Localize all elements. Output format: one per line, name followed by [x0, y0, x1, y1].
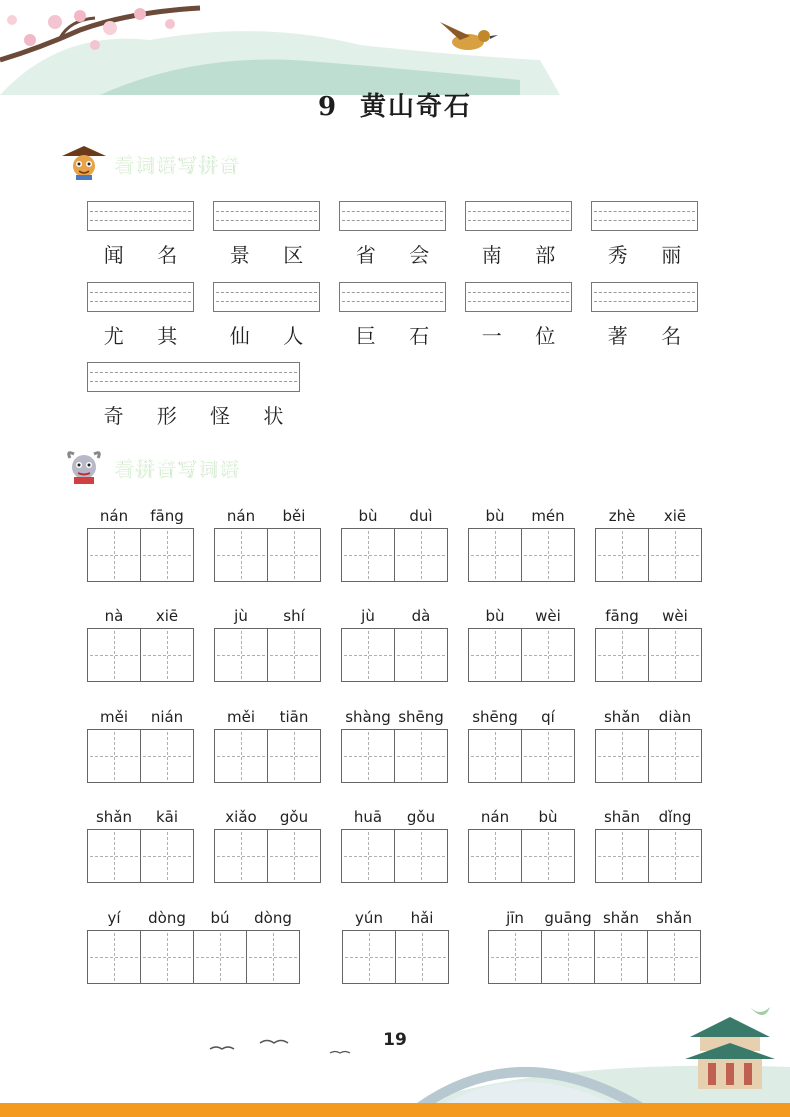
character-grid[interactable]: [214, 829, 321, 883]
pinyin-syllable: mén: [531, 507, 565, 525]
character-grid[interactable]: [468, 628, 575, 682]
character-grid[interactable]: [341, 528, 448, 582]
lesson-title: 黄山奇石: [360, 92, 473, 122]
grid-cell[interactable]: [395, 529, 447, 581]
grid-cell[interactable]: [215, 529, 268, 581]
pinyin-syllable: huā: [353, 808, 383, 826]
pinyin-syllable: nán: [480, 808, 510, 826]
grid-cell[interactable]: [649, 730, 701, 782]
pinyin-syllable: nián: [150, 708, 184, 726]
pinyin-syllable: bù: [538, 808, 558, 826]
character-grid[interactable]: [595, 829, 702, 883]
pinyin-syllable: yún: [355, 909, 383, 927]
footer-bar: [0, 1103, 790, 1117]
pinyin-syllable: zhè: [608, 507, 636, 525]
pinyin-syllable: jīn: [506, 909, 524, 927]
word-character: 名: [661, 324, 682, 348]
pinyin-syllable: fāng: [605, 607, 639, 625]
pinyin-syllable: qí: [541, 708, 555, 726]
grid-cell[interactable]: [489, 931, 542, 983]
section-heading-write-pinyin: [58, 146, 240, 180]
pinyin-answer-box[interactable]: [465, 282, 572, 312]
grid-cell[interactable]: [649, 529, 701, 581]
grid-cell[interactable]: [268, 730, 320, 782]
word-character: 部: [535, 243, 556, 267]
character-grid[interactable]: [87, 829, 194, 883]
character-grid[interactable]: [87, 628, 194, 682]
pinyin-syllable: shǎn: [602, 909, 640, 927]
grid-cell[interactable]: [596, 730, 649, 782]
grid-cell[interactable]: [194, 931, 247, 983]
pinyin-answer-box[interactable]: [213, 201, 320, 231]
mascot-icon: [58, 450, 110, 484]
word-character: 秀: [607, 243, 628, 267]
grid-cell[interactable]: [141, 629, 193, 681]
grid-cell[interactable]: [342, 730, 395, 782]
grid-cell[interactable]: [649, 830, 701, 882]
pinyin-syllable: bú: [210, 909, 230, 927]
pinyin-answer-box[interactable]: [213, 282, 320, 312]
pinyin-answer-box[interactable]: [87, 201, 194, 231]
pinyin-syllable: tiān: [279, 708, 309, 726]
grid-cell[interactable]: [268, 629, 320, 681]
pinyin-syllable: měi: [99, 708, 129, 726]
word-character: 省: [355, 243, 376, 267]
character-grid[interactable]: [595, 528, 702, 582]
character-grid[interactable]: [468, 729, 575, 783]
grid-cell[interactable]: [88, 931, 141, 983]
pinyin-answer-box[interactable]: [87, 282, 194, 312]
word-character: 闻: [103, 243, 124, 267]
word-character: 怪: [210, 404, 231, 428]
word-character: 著: [607, 324, 628, 348]
footer-decoration: [0, 997, 790, 1117]
grid-cell[interactable]: [342, 830, 395, 882]
character-grid[interactable]: [468, 829, 575, 883]
grid-cell[interactable]: [469, 629, 522, 681]
section-heading-label: 看词语写拼音: [114, 153, 241, 176]
word-character: 状: [263, 404, 284, 428]
word-character: 人: [283, 324, 304, 348]
grid-cell[interactable]: [396, 931, 448, 983]
grid-cell[interactable]: [215, 830, 268, 882]
pinyin-answer-box[interactable]: [591, 282, 698, 312]
grid-cell[interactable]: [88, 529, 141, 581]
pinyin-syllable: duì: [409, 507, 433, 525]
pinyin-syllable: kāi: [155, 808, 179, 826]
pavilion-icon: [685, 1017, 775, 1089]
pinyin-syllable: wèi: [535, 607, 561, 625]
grid-cell[interactable]: [268, 830, 320, 882]
word-character: 丽: [661, 243, 682, 267]
character-grid[interactable]: [595, 729, 702, 783]
word-character: 会: [409, 243, 430, 267]
grid-cell[interactable]: [215, 629, 268, 681]
pinyin-syllable: shǎn: [655, 909, 693, 927]
character-grid[interactable]: [214, 628, 321, 682]
grid-cell[interactable]: [649, 629, 701, 681]
grid-cell[interactable]: [522, 730, 574, 782]
grid-cell[interactable]: [268, 529, 320, 581]
word-character: 石: [409, 324, 430, 348]
grid-cell[interactable]: [522, 529, 574, 581]
pinyin-syllable: hǎi: [410, 909, 434, 927]
page-number: 19: [383, 1030, 407, 1050]
grid-cell[interactable]: [596, 830, 649, 882]
grid-cell[interactable]: [215, 730, 268, 782]
grid-cell[interactable]: [88, 830, 141, 882]
word-character: 奇: [103, 404, 124, 428]
grid-cell[interactable]: [342, 629, 395, 681]
word-character: 位: [535, 324, 556, 348]
grid-cell[interactable]: [395, 730, 447, 782]
pinyin-syllable: dǐng: [658, 808, 692, 826]
pinyin-syllable: dà: [411, 607, 431, 625]
pinyin-syllable: yí: [107, 909, 121, 927]
grid-cell[interactable]: [522, 830, 574, 882]
grid-cell[interactable]: [595, 931, 648, 983]
pinyin-syllable: diàn: [658, 708, 692, 726]
grid-cell[interactable]: [88, 629, 141, 681]
bird-icon: [440, 22, 498, 50]
pinyin-syllable: nán: [226, 507, 256, 525]
pinyin-syllable: jù: [361, 607, 375, 625]
word-character: 名: [157, 243, 178, 267]
grid-cell[interactable]: [343, 931, 396, 983]
lesson-number: 9: [317, 92, 339, 122]
pinyin-syllable: jù: [234, 607, 248, 625]
section-heading-label: 看拼音写词语: [114, 457, 241, 480]
pinyin-syllable: nà: [104, 607, 124, 625]
mascot-icon: [58, 146, 110, 180]
grid-cell[interactable]: [596, 529, 649, 581]
pinyin-syllable: shēng: [472, 708, 518, 726]
pinyin-answer-box[interactable]: [339, 282, 446, 312]
pinyin-syllable: shēng: [398, 708, 444, 726]
character-grid[interactable]: [87, 930, 300, 984]
pinyin-syllable: gǒu: [279, 808, 309, 826]
pinyin-syllable: bù: [485, 507, 505, 525]
pinyin-syllable: shān: [603, 808, 641, 826]
pinyin-syllable: bù: [358, 507, 378, 525]
pinyin-syllable: fāng: [150, 507, 184, 525]
character-grid[interactable]: [341, 829, 448, 883]
character-grid[interactable]: [341, 628, 448, 682]
grid-cell[interactable]: [342, 529, 395, 581]
pinyin-syllable: xiē: [663, 507, 687, 525]
pinyin-syllable: shí: [283, 607, 305, 625]
pinyin-syllable: dòng: [254, 909, 292, 927]
character-grid[interactable]: [595, 628, 702, 682]
word-character: 区: [283, 243, 304, 267]
grid-cell[interactable]: [247, 931, 299, 983]
character-grid[interactable]: [468, 528, 575, 582]
word-character: 景: [229, 243, 250, 267]
pinyin-syllable: měi: [226, 708, 256, 726]
word-character: 巨: [355, 324, 376, 348]
character-grid[interactable]: [214, 528, 321, 582]
grid-cell[interactable]: [469, 529, 522, 581]
grid-cell[interactable]: [596, 629, 649, 681]
pinyin-syllable: xiē: [155, 607, 179, 625]
pinyin-answer-box[interactable]: [87, 362, 300, 392]
pinyin-answer-box[interactable]: [339, 201, 446, 231]
pinyin-answer-box[interactable]: [591, 201, 698, 231]
pinyin-syllable: shǎn: [95, 808, 133, 826]
grid-cell[interactable]: [469, 730, 522, 782]
grid-cell[interactable]: [141, 830, 193, 882]
pinyin-syllable: dòng: [148, 909, 186, 927]
character-grid[interactable]: [87, 729, 194, 783]
grid-cell[interactable]: [141, 931, 194, 983]
grid-cell[interactable]: [141, 529, 193, 581]
header-decoration: [0, 0, 560, 95]
word-character: 其: [157, 324, 178, 348]
page-title: [0, 86, 790, 123]
section-heading-write-words: [58, 450, 240, 484]
word-character: 南: [481, 243, 502, 267]
character-grid[interactable]: [488, 930, 701, 984]
grid-cell[interactable]: [88, 730, 141, 782]
pinyin-syllable: shàng: [345, 708, 391, 726]
pinyin-syllable: bù: [485, 607, 505, 625]
character-grid[interactable]: [87, 528, 194, 582]
character-grid[interactable]: [341, 729, 448, 783]
grid-cell[interactable]: [522, 629, 574, 681]
word-character: 尤: [103, 324, 124, 348]
character-grid[interactable]: [342, 930, 449, 984]
grid-cell[interactable]: [469, 830, 522, 882]
pinyin-syllable: nán: [99, 507, 129, 525]
pinyin-answer-box[interactable]: [465, 201, 572, 231]
pinyin-syllable: gǒu: [406, 808, 436, 826]
word-character: 形: [156, 404, 177, 428]
grid-cell[interactable]: [542, 931, 595, 983]
grid-cell[interactable]: [141, 730, 193, 782]
pinyin-syllable: guāng: [544, 909, 592, 927]
word-character: 一: [481, 324, 502, 348]
pinyin-syllable: wèi: [662, 607, 688, 625]
character-grid[interactable]: [214, 729, 321, 783]
grid-cell[interactable]: [395, 830, 447, 882]
word-character: 仙: [229, 324, 250, 348]
pinyin-syllable: běi: [282, 507, 306, 525]
grid-cell[interactable]: [648, 931, 700, 983]
pinyin-syllable: shǎn: [603, 708, 641, 726]
grid-cell[interactable]: [395, 629, 447, 681]
pinyin-syllable: xiǎo: [225, 808, 257, 826]
